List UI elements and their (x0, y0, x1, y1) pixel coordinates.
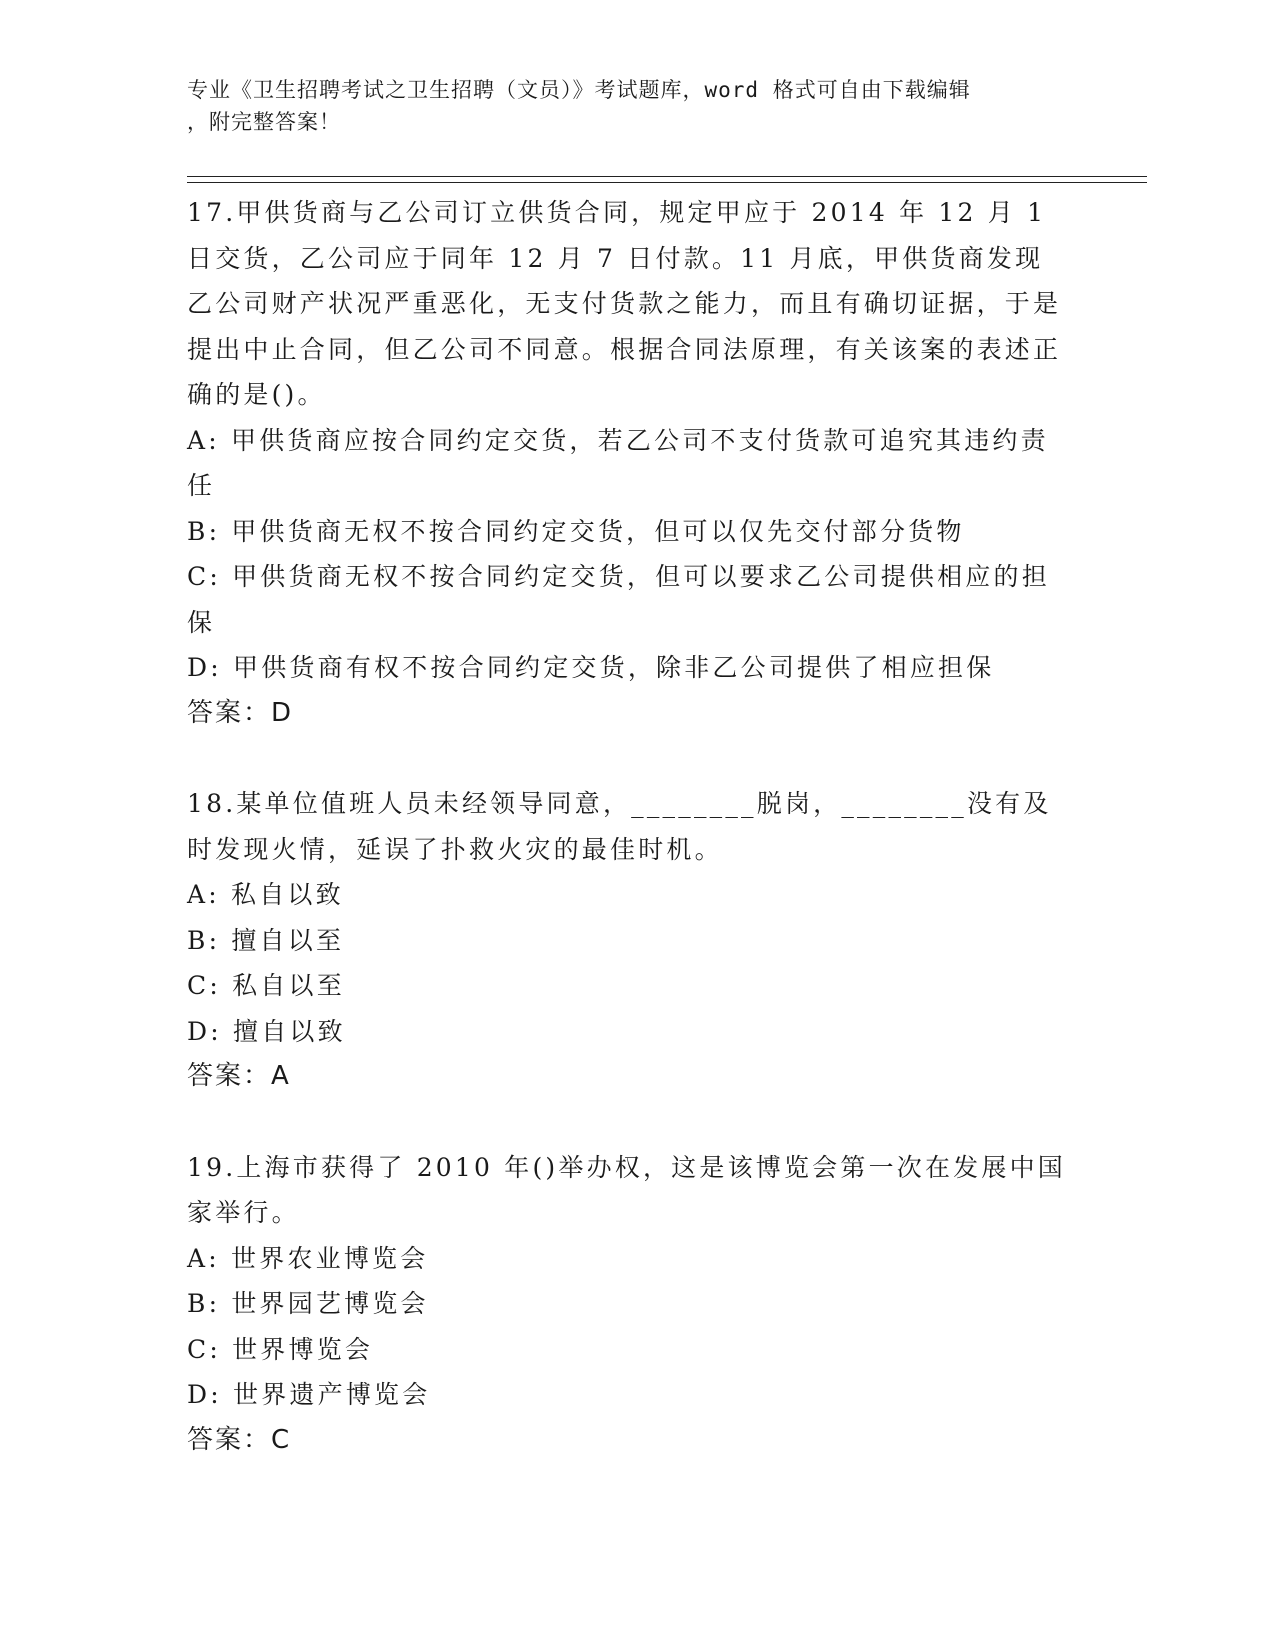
question-stem: 17.甲供货商与乙公司订立供货合同，规定甲应于 2014 年 12 月 1 日交货，乙公司应于同年 12 月 7 日付款。11 月底，甲供货商发现乙公司财产状况严重恶化，无支付货款之能力，而且有确切证据，于是提出中止合同，但乙公司不同意。根据合同法原理，有关该案的表述正确的是()。 (187, 198, 1062, 409)
header-divider-top (187, 176, 1147, 177)
option-d: D: 擅自以致 (187, 1016, 346, 1046)
header-line-1: 专业《卫生招聘考试之卫生招聘（文员）》考试题库，word 格式可自由下载编辑 (187, 78, 971, 102)
question-19 (187, 1145, 1067, 1464)
question-18 (187, 781, 1067, 1100)
option-b: B: 甲供货商无权不按合同约定交货，但可以仅先交付部分货物 (187, 516, 965, 546)
document-header (187, 74, 1087, 138)
question-stem: 18.某单位值班人员未经领导同意，________脱岗，________没有及时发现火情，延误了扑救火灾的最佳时机。 (187, 789, 1052, 864)
answer-label: 答案：D (187, 697, 294, 728)
answer-label: 答案：C (187, 1424, 292, 1455)
option-b: B: 世界园艺博览会 (187, 1289, 429, 1318)
option-c: C: 甲供货商无权不按合同约定交货，但可以要求乙公司提供相应的担保 (187, 562, 1050, 637)
option-a: A: 私自以致 (187, 880, 344, 909)
option-c: C: 世界博览会 (187, 1334, 374, 1364)
question-stem: 19.上海市获得了 2010 年()举办权，这是该博览会第一次在发展中国家举行。 (187, 1152, 1066, 1227)
answer-label: 答案：A (187, 1061, 291, 1091)
option-c: C: 私自以至 (187, 971, 345, 1000)
option-d: D: 世界遗产博览会 (187, 1380, 431, 1409)
option-d: D: 甲供货商有权不按合同约定交货，除非乙公司提供了相应担保 (187, 653, 995, 682)
option-b: B: 擅自以至 (187, 925, 345, 955)
option-a: A: 甲供货商应按合同约定交货，若乙公司不支付货款可追究其违约责任 (187, 425, 1049, 500)
option-a: A: 世界农业博览会 (187, 1243, 429, 1273)
header-divider-bottom (187, 182, 1147, 183)
header-line-2: ，附完整答案！ (187, 110, 341, 134)
question-list (187, 190, 1067, 1463)
question-17 (187, 190, 1067, 736)
